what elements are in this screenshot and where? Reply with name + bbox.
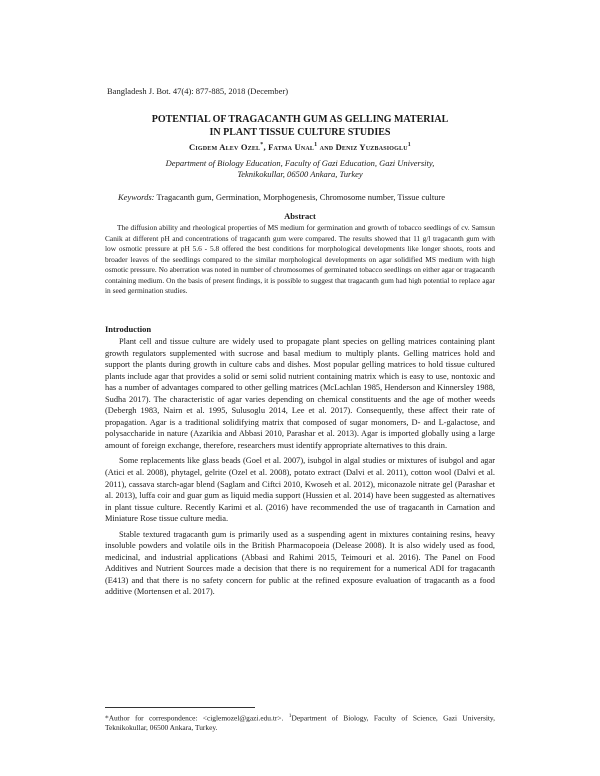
footnote xyxy=(105,711,495,733)
author-3: Deniz Yuzbasioglu xyxy=(335,142,408,152)
footnote-correspondence: *Author for correspondence: <ciglemozel@gazi.edu.tr>. xyxy=(105,713,289,723)
paper-title xyxy=(100,113,500,139)
author-2-mark: 1 xyxy=(314,142,318,149)
affiliation-line-2: Teknikokullar, 06500 Ankara, Turkey xyxy=(237,169,363,179)
keywords xyxy=(118,192,518,202)
abstract-heading: Abstract xyxy=(284,211,316,221)
introduction-heading: Introduction xyxy=(105,324,152,334)
footnote-department: Department of Biology, Faculty of Science, Gazi University, Teknikokullar, 06500 Ankara, Turkey. xyxy=(105,713,495,733)
footnote-mark: 1 xyxy=(288,713,292,719)
introduction-body xyxy=(105,336,495,602)
author-1-mark: * xyxy=(260,142,264,149)
journal-citation: Bangladesh J. Bot. 47(4): 877-885, 2018 (December) xyxy=(107,86,289,96)
affiliation xyxy=(130,158,470,180)
title-line-1: POTENTIAL OF TRAGACANTH GUM AS GELLING MATERIAL xyxy=(151,114,449,125)
affiliation-line-1: Department of Biology Education, Faculty of Gazi Education, Gazi University, xyxy=(165,158,435,168)
footnote-divider xyxy=(105,707,255,708)
author-2: Fatma Unal xyxy=(268,142,315,152)
author-1: Cigdem Alev Ozel xyxy=(189,142,261,152)
author-list: Cigdem Alev Ozel*, Fatma Unal$^1$ and Deniz Yuzbasioglu$^1$ xyxy=(189,142,411,152)
author-conjunction: and xyxy=(319,142,334,152)
intro-paragraph-2: Some replacements like glass beads (Goel et al. 2007), isubgol in algal studies or mixtures of isubgol and agar (Atici et al. 2008), phytagel, gelrite (Ozel et al. 2008), potato extract (Dalvi et al. 2011), cotton wool (Dalvi et al. 2011), cassava starch-agar blend (Saglam and Ciftci 2010, Kwoseh et al. 2012), miconazole nitrate gel (Parashar et al. 2013), luffa coir and guar gum as liquid media support (Hussien et al. 2014) have been suggested as alternatives in plant tissue culture. Recently Karimi et al. (2016) have recommended the use of tragacanth in Carnation and Miniature Rose tissue culture media. xyxy=(105,456,495,524)
keywords-label: Keywords: xyxy=(118,192,155,202)
author-3-mark: 1 xyxy=(407,142,411,149)
abstract-text: The diffusion ability and rheological properties of MS medium for germination and growth of tobacco seedlings of cv. Samsun Canik at different pH and concentrations of tragacanth gum were compared. The results showed that 11 g/l tragacanth gum with low osmotic pressure at pH 5.6 - 5.8 offered the best conditions for morphological developments like longer shoots, roots and broader leaves of the seedlings compared to the similar morphological developments on agar solidified MS medium with high osmotic pressure. No aberration was noted in number of chromosomes of germinated tobacco seedlings on either agar or tragacanth containing medium. On the basis of present findings, it is possible to suggest that tragacanth gum had high potential to replace agar in seed germination studies. xyxy=(105,223,495,295)
keywords-text: Tragacanth gum, Germination, Morphogenesis, Chromosome number, Tissue culture xyxy=(156,192,446,202)
title-line-2: IN PLANT TISSUE CULTURE STUDIES xyxy=(209,127,391,138)
intro-paragraph-3: Stable textured tragacanth gum is primarily used as a suspending agent in mixtures containing resins, heavy insoluble powders and volatile oils in the British Pharmacopoeia (Delease 2008). It is also widely used as food, medicinal, and industrial applications (Abbasi and Rahimi 2015, Teimouri et al. 2016). The Panel on Food Additives and Nutrient Sources made a decision that there is no requirement for a numerical ADI for tragacanth (E413) and that there is no safety concern for public at the refined exposure evaluation of tragacanth as a food additive (Mortensen et al. 2017). xyxy=(105,529,495,597)
intro-paragraph-1: Plant cell and tissue culture are widely used to propagate plant species on gelling matrices containing plant growth regulators supplemented with sucrose and basal medium to multiply plants. Gelling matrices hold and support the plants during growth in culture cabs and dishes. Most popular gelling matrices to hold tissue cultured plants include agar that provides a solid or semi solid nutrient containing matrix which is easy to use, nontoxic and has a number of advantages compared to other gelling matrices (McLachlan 1985, Henderson and Kinnersley 1988, Sudha 2017). The characteristic of agar varies depending on chemical constituents and the age of mother weeds (Debergh 1983, Nairn et al. 1995, Sulusoglu 2014, Lee et al. 2017). Consequently, these affect their rate of propagation. Agar is a traditional solidifying matrix that composed of sugar monomers, D- and L-galactose, and polysaccharide in nature (Azarikia and Abbasi 2010, Parashar et al. 2013). Agar is imported globally using a large amount of foreign exchange, therefore, researchers must identify appropriate alternatives to this drain. xyxy=(105,337,495,450)
